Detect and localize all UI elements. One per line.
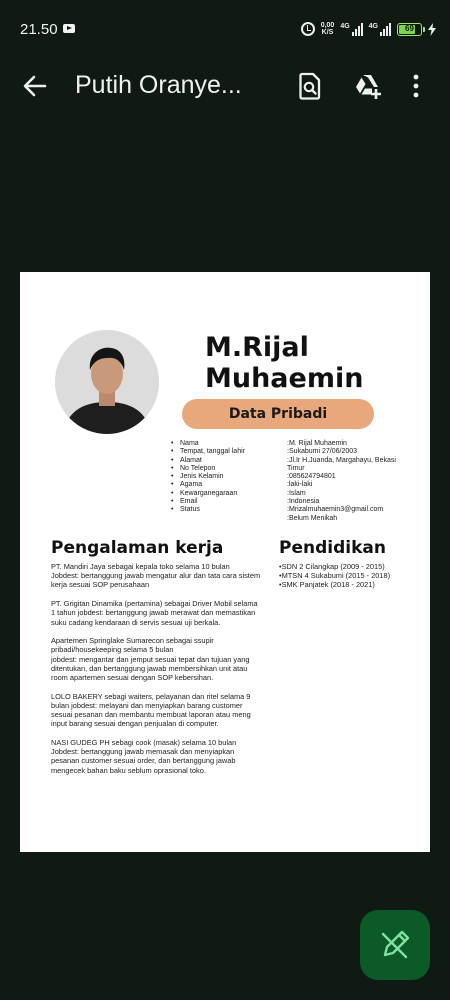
- experience-item: PT. Grigitan Dinamika (pertamina) sebagai Driver Mobil selama 1 tahun jobdest: bertanggung jawab merawat dan memastikan suku cadang kendaraan di servis sesuai uji berkala.: [51, 599, 258, 627]
- personal-info-labels: [180, 440, 245, 515]
- experience-item: PT. Mandiri Jaya sebagai kepala toko selama 10 bulan: [51, 562, 230, 571]
- person-photo-icon: [55, 330, 159, 434]
- info-value-address: :Jl.Ir H.Juanda, Margahayu, Bekasi Timur: [287, 456, 396, 472]
- info-label: • Agama: [180, 481, 245, 489]
- status-icons: [301, 19, 436, 39]
- app-bar: [0, 56, 450, 116]
- signal-icon-2: 4G: [369, 23, 391, 36]
- info-value-gender: :laki-laki: [287, 481, 313, 489]
- add-to-drive-button[interactable]: [352, 70, 384, 102]
- experience-list: [51, 562, 261, 784]
- status-time: 21.50: [20, 21, 58, 38]
- info-value-citizenship: :Indonesia: [287, 498, 320, 506]
- info-label: • Status: [180, 506, 245, 514]
- education-list: •SDN 2 Cilangkap (2009 - 2015) •MTSN 4 Sukabumi (2015 - 2018) •SMK Panjatek (2018 - 2021): [279, 562, 391, 590]
- edit-pencil-icon: [360, 910, 430, 980]
- network-speed: 0,00 K/S: [320, 22, 335, 36]
- back-button[interactable]: [18, 70, 52, 102]
- experience-item: Jobdest: bertanggung jawab mengatur alur dan tata cara sistem kerja sesuai SOP perusahaan: [51, 571, 261, 590]
- more-options-button[interactable]: [407, 70, 425, 102]
- info-label: • Email: [180, 498, 245, 506]
- info-value-religion: :Islam: [287, 489, 306, 497]
- alarm-icon: [301, 22, 315, 36]
- more-vert-icon: [407, 70, 425, 102]
- experience-item: Jobdest: bertanggung jawab memasak dan menyiapkan pesanan customer sesuai order, dan bertanggung jawab mengecek bahan baku seblum oprasional toko.: [51, 747, 236, 775]
- find-in-document-icon: [294, 70, 326, 102]
- personal-info-values: [287, 440, 405, 523]
- document-title: Putih Oranye...: [75, 71, 242, 99]
- info-value-status: :Belum Menikah: [287, 514, 338, 522]
- info-value-birth: :Sukabumi 27/06/2003: [287, 448, 358, 456]
- info-label: • Kewarganegaraan: [180, 490, 245, 498]
- info-value-phone: :085624794801: [287, 473, 336, 481]
- charging-icon: [428, 23, 436, 36]
- resume-name: M.Rijal Muhaemin: [205, 332, 364, 394]
- youtube-icon: [63, 24, 75, 33]
- info-label: • Jenis Kelamin: [180, 473, 245, 481]
- experience-item: NASI GUDEG PH sebagi cook (masak) selama 10 bulan: [51, 738, 237, 748]
- back-arrow-icon: [18, 70, 52, 102]
- document-page[interactable]: [20, 272, 430, 852]
- section-education-title: Pendidikan: [279, 538, 386, 558]
- add-to-drive-icon: [352, 70, 384, 102]
- signal-icon: 4G: [340, 23, 362, 36]
- experience-item: Apartemen Springlake Sumarecon sebagai ssupir pribadi/housekeeping selama 5 bulan: [51, 636, 214, 655]
- info-value-email: :Mrizalmuhaemin3@gmail.com: [287, 506, 384, 514]
- find-in-document-button[interactable]: [294, 70, 326, 102]
- profile-photo: [55, 330, 159, 434]
- info-label: • Tempat, tanggal lahir: [180, 448, 245, 456]
- section-personal-data: Data Pribadi: [182, 399, 374, 429]
- status-bar: [0, 0, 450, 56]
- battery-icon: 69: [397, 23, 422, 36]
- info-label: • No Telepon: [180, 465, 245, 473]
- experience-item: LOLO BAKERY sebagi waiters, pelayanan dan ritel selama 9 bulan jobdest: melayani dan menyiapkan barang customer sesuai pesanan dan membantu membuat laporan atau meng input barang sesuai dengan penjualan di computer.: [51, 691, 251, 729]
- info-label: • Nama: [180, 440, 245, 448]
- experience-item: jobdest: mengantar dan jemput sesuai tepat dan tujuan yang ditentukan, dan bertanggung jawab membersihkan unit atau room apartemen sesuai dengan SOP kebersihan.: [51, 654, 250, 683]
- info-label: • Alamat: [180, 457, 245, 465]
- edit-fab-button[interactable]: [360, 910, 430, 980]
- info-value-name: :M. Rijal Muhaemin: [287, 440, 347, 447]
- section-experience-title: Pengalaman kerja: [51, 538, 224, 558]
